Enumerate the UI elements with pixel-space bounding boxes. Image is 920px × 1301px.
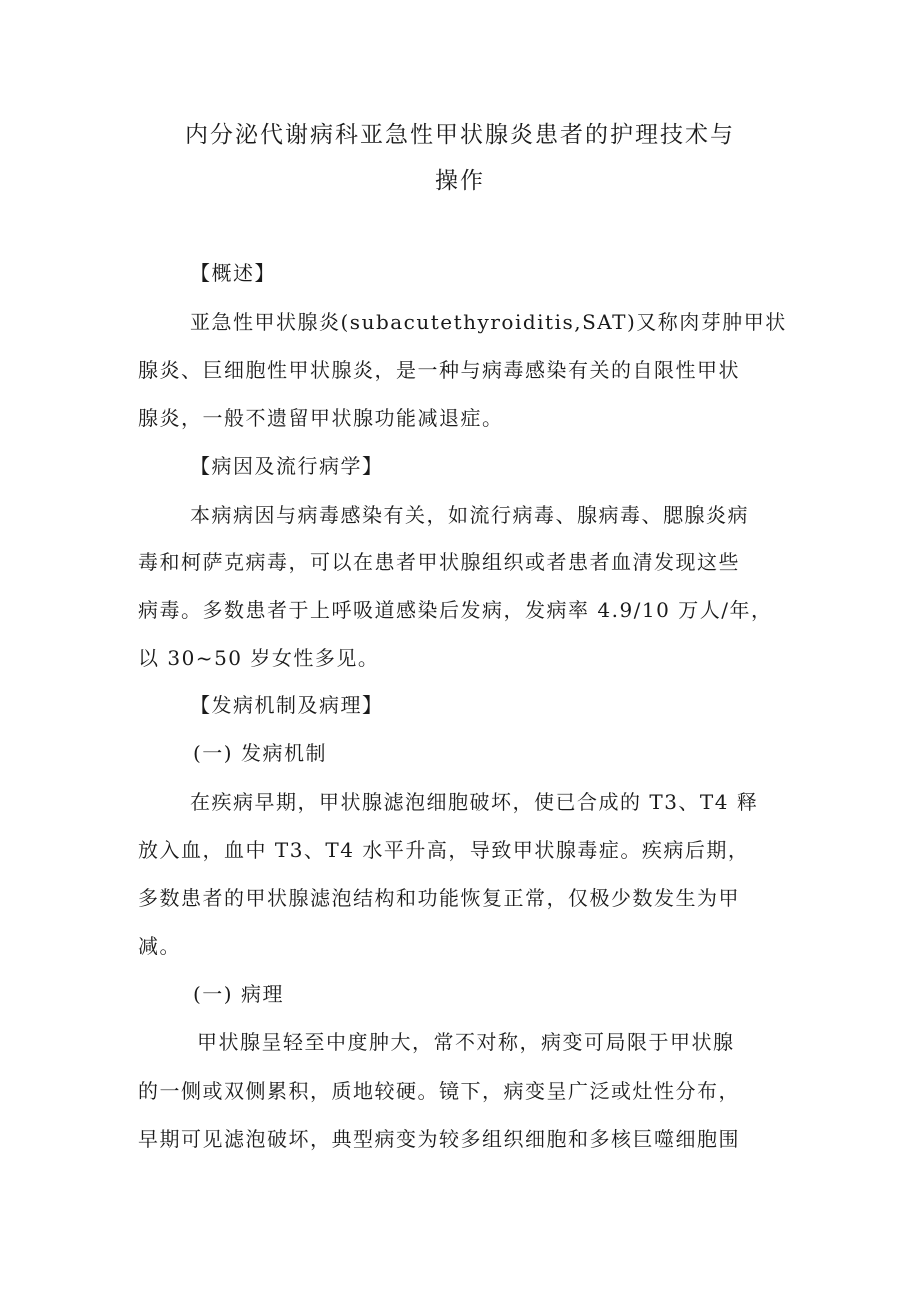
title-line-2: 操作: [435, 168, 485, 194]
paragraph-line: 多数患者的甲状腺滤泡结构和功能恢复正常，仅极少数发生为甲: [138, 886, 740, 910]
subsection-heading-pathology: (一) 病理: [193, 982, 284, 1006]
document-title: [0, 112, 920, 204]
section-heading-mechanism: 【发病机制及病理】: [190, 693, 384, 717]
paragraph-line: 甲状腺呈轻至中度肿大，常不对称，病变可局限于甲状腺: [197, 1030, 735, 1054]
paragraph-line: 毒和柯萨克病毒，可以在患者甲状腺组织或者患者血清发现这些: [138, 550, 740, 574]
paragraph-line: 减。: [138, 934, 181, 958]
paragraph-line: 病毒。多数患者于上呼吸道感染后发病，发病率 4.9/10 万人/年，: [138, 598, 773, 622]
paragraph-line: 的一侧或双侧累积，质地较硬。镜下，病变呈广泛或灶性分布，: [138, 1079, 740, 1103]
title-line-1: 内分泌代谢病科亚急性甲状腺炎患者的护理技术与: [185, 122, 735, 148]
paragraph-line: 以 30~50 岁女性多见。: [138, 646, 380, 670]
paragraph-line: 亚急性甲状腺炎(subacutethyroiditis,SAT)又称肉芽肿甲状: [190, 310, 787, 334]
paragraph-line: 早期可见滤泡破坏，典型病变为较多组织细胞和多核巨噬细胞围: [138, 1127, 740, 1151]
paragraph-line: 腺炎，一般不遗留甲状腺功能减退症。: [138, 406, 504, 430]
paragraph-line: 在疾病早期，甲状腺滤泡细胞破坏，使已合成的 T3、T4 释: [190, 790, 759, 814]
paragraph-line: 本病病因与病毒感染有关，如流行病毒、腺病毒、腮腺炎病: [190, 503, 749, 527]
subsection-heading-mechanism: (一) 发病机制: [193, 741, 327, 765]
paragraph-line: 腺炎、巨细胞性甲状腺炎，是一种与病毒感染有关的自限性甲状: [138, 358, 740, 382]
section-heading-etiology: 【病因及流行病学】: [190, 454, 384, 478]
section-heading-overview: 【概述】: [190, 261, 276, 285]
paragraph-line: 放入血，血中 T3、T4 水平升高，导致甲状腺毒症。疾病后期，: [138, 838, 750, 862]
